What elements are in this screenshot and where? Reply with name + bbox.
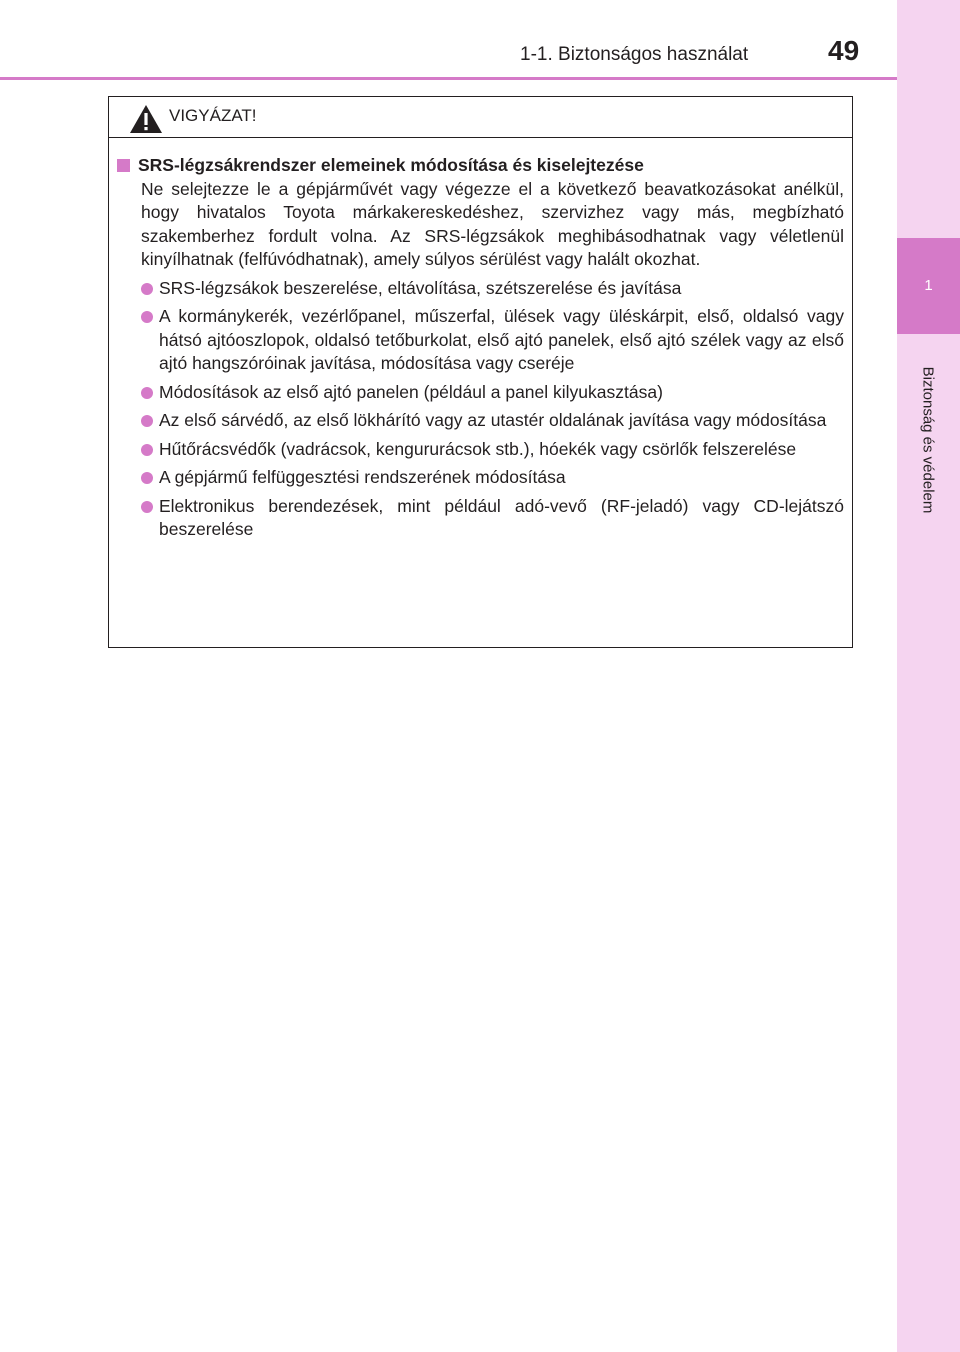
round-bullet-icon (141, 501, 153, 513)
round-bullet-icon (141, 387, 153, 399)
list-item (117, 495, 844, 542)
round-bullet-icon (141, 311, 153, 323)
list-item (117, 438, 844, 462)
list-item (117, 277, 844, 301)
list-item-text: SRS-légzsákok beszerelése, eltávolítása, szétszerelése és javítása (159, 277, 682, 298)
round-bullet-icon (141, 415, 153, 427)
warning-box (108, 96, 853, 648)
warning-header (109, 97, 852, 138)
round-bullet-icon (141, 444, 153, 456)
list-item-text: Elektronikus berendezések, mint például adó-vevő (RF-jeladó) vagy CD-lejátszó beszerelése (159, 495, 844, 539)
warning-heading: SRS-légzsákrendszer elemeinek módosítása és kiselejtezése (138, 155, 644, 175)
side-tab-band (897, 0, 960, 1352)
list-item (117, 305, 844, 376)
section-title: 1-1. Biztonságos használat (520, 44, 749, 65)
warning-bullet-list (117, 277, 844, 542)
list-item-text: Hűtőrácsvédők (vadrácsok, kengururácsok stb.), hóekék vagy csörlők felszerelése (159, 438, 797, 459)
chapter-title-vertical: Biztonság és védelem (919, 366, 937, 514)
warning-title: VIGYÁZAT! (169, 106, 257, 125)
header-divider (0, 77, 897, 80)
list-item-text: A gépjármű felfüggesztési rendszerének módosítása (159, 467, 566, 487)
warning-triangle-icon (129, 104, 163, 134)
warning-body (109, 138, 852, 542)
round-bullet-icon (141, 283, 153, 295)
list-item (117, 381, 844, 405)
list-item-text: A kormánykerék, vezérlőpanel, műszerfal, ülések vagy üléskárpit, első, oldalsó vagy hátsó ajtóoszlopok, oldalsó tetőburkolat, első ajtó panelek, első ajtó szélek vagy az első ajtó hangszóróinak javítása, módosítása vagy cseréje (159, 306, 844, 373)
list-item-text: Módosítások az első ajtó panelen (például a panel kilyukasztása) (159, 381, 663, 402)
list-item (117, 409, 844, 433)
page-number: 49 (828, 35, 860, 66)
warning-heading-row (117, 154, 844, 178)
round-bullet-icon (141, 472, 153, 484)
chapter-number-tab: 1 (897, 238, 960, 334)
warning-paragraph: Ne selejtezze le a gépjárművét vagy végezze el a következő beavatkozásokat anélkül, hogy hivatalos Toyota márkakereskedéshez, szervizhez vagy más, megbízható szakemberhez fordult volna. Az SRS-légzsákok meghibásodhatnak vagy véletlenül kinyílhatnak (felfúvódhatnak), amely súlyos sérülést vagy halált okozhat. (141, 178, 844, 269)
list-item-text: Az első sárvédő, az első lökhárító vagy az utastér oldalának javítása vagy módosítása (159, 410, 827, 430)
square-bullet-icon (117, 159, 130, 172)
list-item (117, 466, 844, 490)
